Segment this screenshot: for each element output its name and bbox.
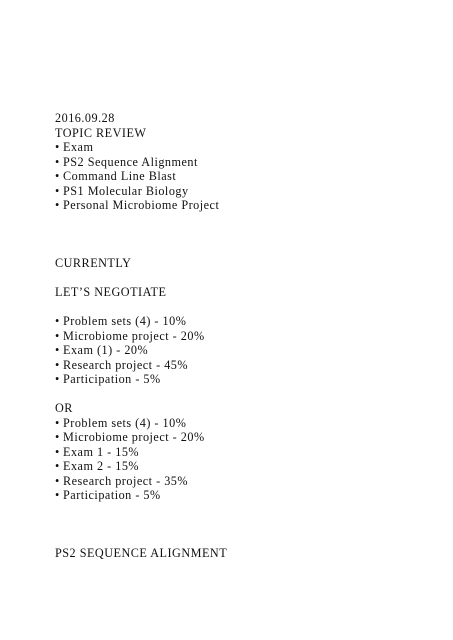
list-item: • Command Line Blast [55, 169, 177, 183]
ps2-heading: PS2 SEQUENCE ALIGNMENT [55, 546, 228, 560]
spacer [55, 213, 435, 228]
spacer [55, 503, 435, 518]
bullet-icon: • [55, 140, 60, 154]
spacer [55, 532, 435, 547]
bullet-icon: • [55, 154, 60, 169]
spacer [55, 227, 435, 242]
list-item: • Microbiome project - 20% [55, 430, 205, 444]
spacer [55, 242, 435, 257]
bullet-icon: • [55, 183, 60, 198]
bullet-icon: • [55, 488, 60, 502]
list-item: • Participation - 5% [55, 372, 161, 386]
bullet-icon: • [55, 169, 60, 183]
list-item: • Research project - 45% [55, 357, 189, 372]
grading-option-a-list [55, 314, 435, 387]
list-item: • Participation - 5% [55, 488, 161, 502]
topic-review-heading: TOPIC REVIEW [55, 125, 147, 140]
bullet-icon: • [55, 444, 60, 459]
list-item: • PS1 Molecular Biology [55, 183, 189, 198]
grading-option-b-list [55, 416, 435, 503]
bullet-icon: • [55, 473, 60, 488]
bullet-icon: • [55, 430, 60, 444]
list-item: • Research project - 35% [55, 473, 189, 488]
bullet-icon: • [55, 357, 60, 372]
document-date: 2016.09.28 [55, 111, 115, 125]
topic-review-list [55, 140, 435, 213]
bullet-icon: • [55, 328, 60, 343]
bullet-icon: • [55, 343, 60, 357]
list-item: • Microbiome project - 20% [55, 328, 205, 343]
bullet-icon: • [55, 415, 60, 430]
or-label: OR [55, 401, 73, 415]
list-item: • Exam (1) - 20% [55, 343, 149, 357]
list-item: • Exam 1 - 15% [55, 444, 140, 459]
spacer [55, 271, 435, 286]
spacer [55, 387, 435, 402]
spacer [55, 517, 435, 532]
list-item: • PS2 Sequence Alignment [55, 154, 198, 169]
negotiate-heading: LET’S NEGOTIATE [55, 285, 167, 299]
bullet-icon: • [55, 372, 60, 386]
document-page [55, 111, 435, 561]
list-item: • Problem sets (4) - 10% [55, 314, 187, 328]
list-item: • Exam 2 - 15% [55, 459, 140, 473]
bullet-icon: • [55, 459, 60, 473]
list-item: • Exam [55, 140, 94, 154]
spacer [55, 300, 435, 315]
currently-heading: CURRENTLY [55, 256, 132, 270]
bullet-icon: • [55, 314, 60, 328]
list-item: • Problem sets (4) - 10% [55, 415, 187, 430]
list-item: • Personal Microbiome Project [55, 198, 220, 212]
bullet-icon: • [55, 198, 60, 212]
